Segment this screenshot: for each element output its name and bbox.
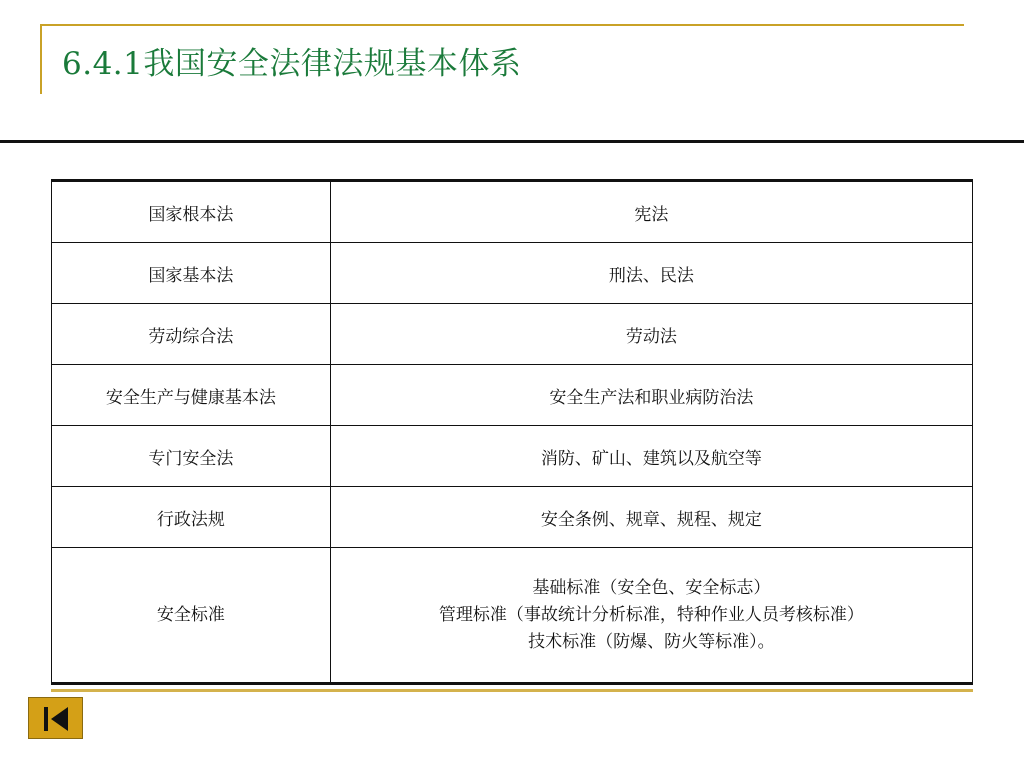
content-cell: 刑法、民法 [330, 243, 972, 304]
nav-first-button[interactable] [28, 697, 83, 739]
content-cell: 安全生产法和职业病防治法 [330, 365, 972, 426]
content-cell: 劳动法 [330, 304, 972, 365]
standard-line-technical: 技术标准（防爆、防火等标准）。 [528, 631, 775, 652]
standard-line-basic: 基础标准（安全色、安全标志） [532, 577, 771, 598]
title-rule-left [40, 24, 42, 94]
category-cell: 专门安全法 [52, 426, 331, 487]
category-cell: 安全标准 [52, 548, 331, 684]
table-row [52, 426, 973, 487]
content-cell: 安全条例、规章、规程、规定 [330, 487, 972, 548]
category-cell: 劳动综合法 [52, 304, 331, 365]
title-rule-top [40, 24, 964, 26]
page-title: 6.4.1我国安全法律法规基本体系 [62, 46, 522, 82]
content-cell [330, 548, 972, 684]
table-row [52, 304, 973, 365]
skip-to-first-icon [29, 698, 84, 740]
category-cell: 安全生产与健康基本法 [52, 365, 331, 426]
table-row [52, 365, 973, 426]
table-row [52, 181, 973, 243]
legal-system-table [51, 179, 973, 685]
footer-rule [51, 689, 973, 692]
table-row [52, 548, 973, 684]
category-cell: 国家基本法 [52, 243, 331, 304]
content-cell: 宪法 [330, 181, 972, 243]
content-cell: 消防、矿山、建筑以及航空等 [330, 426, 972, 487]
header-divider [0, 140, 1024, 143]
standard-line-management: 管理标准（事故统计分析标准，特种作业人员考核标准） [438, 604, 864, 625]
category-cell: 行政法规 [52, 487, 331, 548]
table-row [52, 243, 973, 304]
category-cell: 国家根本法 [52, 181, 331, 243]
table-row [52, 487, 973, 548]
